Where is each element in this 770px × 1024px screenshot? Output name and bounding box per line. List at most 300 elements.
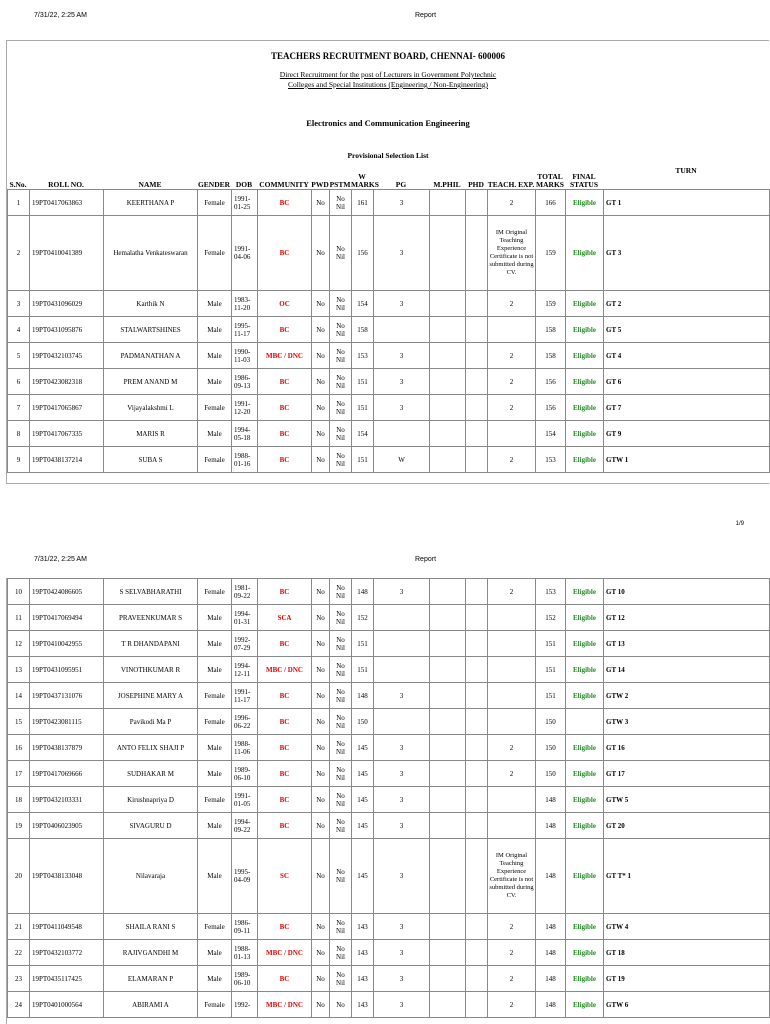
cell-dob: 1994-09-22: [232, 813, 258, 839]
cell-name: S SELVABHARATHI: [104, 579, 198, 605]
cell-s-no: 16: [8, 735, 30, 761]
cell-dob: 1994-01-31: [232, 605, 258, 631]
cell-pstm: No: [330, 992, 352, 1018]
print-header: [0, 12, 768, 26]
cell-phd: [466, 966, 488, 992]
cell-community: BC: [258, 761, 312, 787]
cell-total-marks: 150: [536, 735, 566, 761]
cell-turn: GTW 6: [604, 992, 770, 1018]
cell-pstm: No Nil: [330, 369, 352, 395]
cell-gender: Male: [198, 631, 232, 657]
table-row: [8, 395, 770, 421]
cell-community: BC: [258, 631, 312, 657]
cell-w-marks: 145: [352, 761, 374, 787]
cell-turn: GT 13: [604, 631, 770, 657]
cell-w-marks: 145: [352, 735, 374, 761]
cell-roll-no: 19PT0417067335: [30, 421, 104, 447]
print-datetime: 7/31/22, 2:25 AM: [34, 556, 87, 563]
cell-teach-exp: [488, 683, 536, 709]
cell-teach-exp: 2: [488, 395, 536, 421]
cell-turn: GT 12: [604, 605, 770, 631]
cell-w-marks: 151: [352, 447, 374, 473]
cell-total-marks: 151: [536, 657, 566, 683]
cell-w-marks: 143: [352, 940, 374, 966]
cell-pg: 3: [374, 787, 430, 813]
column-header-w-marks: W MARKS: [351, 172, 379, 189]
cell-phd: [466, 421, 488, 447]
cell-pg: 3: [374, 395, 430, 421]
cell-w-marks: 158: [352, 317, 374, 343]
cell-turn: GT 6: [604, 369, 770, 395]
cell-turn: GT 5: [604, 317, 770, 343]
column-header-pstm: PSTM: [329, 180, 351, 189]
board-title: TEACHERS RECRUITMENT BOARD, CHENNAI- 600006: [270, 51, 506, 61]
cell-pg: 3: [374, 940, 430, 966]
cell-w-marks: 143: [352, 914, 374, 940]
cell-total-marks: 153: [536, 579, 566, 605]
cell-mphil: [430, 683, 466, 709]
cell-turn: GT 14: [604, 657, 770, 683]
cell-pwd: No: [312, 421, 330, 447]
cell-community: BC: [258, 447, 312, 473]
column-header-row: [7, 167, 769, 189]
cell-s-no: 2: [8, 216, 30, 291]
cell-turn: GTW 1: [604, 447, 770, 473]
cell-dob: 1989-06-10: [232, 966, 258, 992]
cell-pg: 3: [374, 966, 430, 992]
cell-name: VINOTHKUMAR R: [104, 657, 198, 683]
table-row: [8, 914, 770, 940]
cell-teach-exp: 2: [488, 966, 536, 992]
cell-final-status: Eligible: [566, 190, 604, 216]
cell-teach-exp: 2: [488, 735, 536, 761]
cell-roll-no: 19PT0423081115: [30, 709, 104, 735]
cell-roll-no: 19PT0423082318: [30, 369, 104, 395]
cell-final-status: Eligible: [566, 447, 604, 473]
cell-teach-exp: [488, 657, 536, 683]
cell-dob: 1986-09-13: [232, 369, 258, 395]
cell-pwd: No: [312, 813, 330, 839]
cell-dob: 1983-11-20: [232, 291, 258, 317]
cell-pwd: No: [312, 787, 330, 813]
cell-s-no: 4: [8, 317, 30, 343]
cell-name: STALWARTSHINES: [104, 317, 198, 343]
cell-final-status: Eligible: [566, 395, 604, 421]
cell-w-marks: 151: [352, 369, 374, 395]
cell-name: ANTO FELIX SHAJI P: [104, 735, 198, 761]
cell-roll-no: 19PT0424086605: [30, 579, 104, 605]
cell-mphil: [430, 787, 466, 813]
cell-gender: Male: [198, 317, 232, 343]
cell-community: BC: [258, 190, 312, 216]
cell-roll-no: 19PT0437131076: [30, 683, 104, 709]
cell-total-marks: 156: [536, 369, 566, 395]
cell-dob: 1988-11-06: [232, 735, 258, 761]
print-title: Report: [415, 12, 437, 19]
cell-roll-no: 19PT0438133048: [30, 839, 104, 914]
cell-name: ELAMARAN P: [104, 966, 198, 992]
table-row: [8, 190, 770, 216]
cell-w-marks: 148: [352, 579, 374, 605]
cell-pstm: No Nil: [330, 761, 352, 787]
cell-pstm: No Nil: [330, 291, 352, 317]
cell-teach-exp: IM Original Teaching Experience Certificate is not submitted during CV.: [488, 216, 536, 291]
cell-roll-no: 19PT0435117425: [30, 966, 104, 992]
cell-w-marks: 153: [352, 343, 374, 369]
cell-phd: [466, 787, 488, 813]
cell-gender: Male: [198, 813, 232, 839]
cell-s-no: 9: [8, 447, 30, 473]
cell-s-no: 22: [8, 940, 30, 966]
table-row: [8, 813, 770, 839]
column-header-community: COMMUNITY: [259, 180, 309, 189]
cell-pstm: No Nil: [330, 709, 352, 735]
cell-pg: [374, 709, 430, 735]
cell-roll-no: 19PT0417069666: [30, 761, 104, 787]
cell-pg: 3: [374, 914, 430, 940]
cell-pwd: No: [312, 317, 330, 343]
cell-mphil: [430, 657, 466, 683]
cell-final-status: Eligible: [566, 914, 604, 940]
cell-turn: GT T* 1: [604, 839, 770, 914]
cell-roll-no: 19PT0417069494: [30, 605, 104, 631]
cell-roll-no: 19PT0417065867: [30, 395, 104, 421]
table-row: [8, 787, 770, 813]
cell-w-marks: 151: [352, 631, 374, 657]
cell-name: ABIRAMI A: [104, 992, 198, 1018]
cell-pstm: No Nil: [330, 190, 352, 216]
cell-pstm: No Nil: [330, 605, 352, 631]
cell-pstm: No Nil: [330, 839, 352, 914]
cell-dob: 1994-12-11: [232, 657, 258, 683]
cell-pg: [374, 317, 430, 343]
cell-gender: Male: [198, 291, 232, 317]
cell-name: SUBA S: [104, 447, 198, 473]
cell-teach-exp: 2: [488, 579, 536, 605]
cell-pstm: No Nil: [330, 343, 352, 369]
cell-mphil: [430, 343, 466, 369]
cell-mphil: [430, 447, 466, 473]
cell-final-status: Eligible: [566, 369, 604, 395]
cell-pwd: No: [312, 216, 330, 291]
cell-gender: Female: [198, 447, 232, 473]
cell-s-no: 12: [8, 631, 30, 657]
cell-mphil: [430, 421, 466, 447]
cell-final-status: Eligible: [566, 992, 604, 1018]
cell-roll-no: 19PT0431095876: [30, 317, 104, 343]
table-row: [8, 317, 770, 343]
cell-pwd: No: [312, 966, 330, 992]
cell-gender: Female: [198, 190, 232, 216]
cell-teach-exp: IM Original Teaching Experience Certificate is not submitted during CV.: [488, 839, 536, 914]
cell-s-no: 21: [8, 914, 30, 940]
recruitment-line-1: Direct Recruitment for the post of Lecturers in Government Polytechnic: [279, 70, 497, 79]
cell-turn: GTW 2: [604, 683, 770, 709]
cell-roll-no: 19PT0410041389: [30, 216, 104, 291]
cell-pg: [374, 631, 430, 657]
cell-final-status: Eligible: [566, 605, 604, 631]
cell-gender: Male: [198, 369, 232, 395]
cell-mphil: [430, 395, 466, 421]
cell-name: Vijayalakshmi L: [104, 395, 198, 421]
cell-s-no: 7: [8, 395, 30, 421]
cell-community: BC: [258, 317, 312, 343]
table-row: [8, 216, 770, 291]
cell-gender: Male: [198, 657, 232, 683]
cell-dob: 1996-06-22: [232, 709, 258, 735]
cell-total-marks: 158: [536, 317, 566, 343]
cell-pg: 3: [374, 579, 430, 605]
cell-dob: 1991-11-17: [232, 683, 258, 709]
column-header-final-status: FINAL STATUS: [569, 172, 599, 189]
cell-s-no: 15: [8, 709, 30, 735]
cell-w-marks: 150: [352, 709, 374, 735]
report-sheet-page-2: [6, 578, 769, 1024]
cell-mphil: [430, 992, 466, 1018]
cell-name: PADMANATHAN A: [104, 343, 198, 369]
cell-pwd: No: [312, 605, 330, 631]
cell-pwd: No: [312, 190, 330, 216]
cell-dob: 1988-01-13: [232, 940, 258, 966]
cell-s-no: 6: [8, 369, 30, 395]
cell-teach-exp: [488, 421, 536, 447]
cell-s-no: 1: [8, 190, 30, 216]
cell-roll-no: 19PT0417063863: [30, 190, 104, 216]
column-header-total-marks: TOTAL MARKS: [536, 172, 564, 189]
selection-table-page-1: [7, 189, 770, 473]
cell-pstm: No Nil: [330, 216, 352, 291]
cell-final-status: Eligible: [566, 787, 604, 813]
cell-gender: Female: [198, 395, 232, 421]
cell-name: KEERTHANA P: [104, 190, 198, 216]
cell-pstm: No Nil: [330, 966, 352, 992]
cell-mphil: [430, 317, 466, 343]
cell-final-status: Eligible: [566, 735, 604, 761]
cell-dob: 1991-01-25: [232, 190, 258, 216]
cell-turn: GTW 3: [604, 709, 770, 735]
cell-community: MBC / DNC: [258, 657, 312, 683]
cell-s-no: 17: [8, 761, 30, 787]
cell-gender: Male: [198, 761, 232, 787]
cell-phd: [466, 447, 488, 473]
cell-pg: 3: [374, 839, 430, 914]
cell-pwd: No: [312, 992, 330, 1018]
cell-mphil: [430, 761, 466, 787]
cell-pstm: No Nil: [330, 317, 352, 343]
cell-teach-exp: 2: [488, 447, 536, 473]
cell-phd: [466, 190, 488, 216]
column-header-pwd: PWD: [311, 180, 329, 189]
cell-name: JOSEPHINE MARY A: [104, 683, 198, 709]
cell-s-no: 11: [8, 605, 30, 631]
cell-dob: 1991-12-20: [232, 395, 258, 421]
cell-gender: Male: [198, 605, 232, 631]
cell-dob: 1994-05-18: [232, 421, 258, 447]
table-row: [8, 343, 770, 369]
cell-total-marks: 151: [536, 683, 566, 709]
cell-phd: [466, 992, 488, 1018]
cell-community: MBC / DNC: [258, 992, 312, 1018]
cell-pwd: No: [312, 683, 330, 709]
cell-teach-exp: [488, 813, 536, 839]
cell-w-marks: 151: [352, 657, 374, 683]
cell-phd: [466, 317, 488, 343]
cell-name: Nilavaraja: [104, 839, 198, 914]
cell-teach-exp: 2: [488, 940, 536, 966]
cell-pwd: No: [312, 447, 330, 473]
cell-roll-no: 19PT0432103745: [30, 343, 104, 369]
cell-w-marks: 143: [352, 966, 374, 992]
table-row: [8, 631, 770, 657]
cell-pwd: No: [312, 735, 330, 761]
cell-teach-exp: [488, 317, 536, 343]
cell-gender: Male: [198, 343, 232, 369]
cell-turn: GT 16: [604, 735, 770, 761]
column-header-dob: DOB: [235, 180, 253, 189]
cell-dob: 1989-06-10: [232, 761, 258, 787]
cell-total-marks: 151: [536, 631, 566, 657]
cell-pg: 3: [374, 761, 430, 787]
table-row: [8, 839, 770, 914]
cell-teach-exp: 2: [488, 761, 536, 787]
cell-pwd: No: [312, 761, 330, 787]
cell-total-marks: 148: [536, 966, 566, 992]
cell-name: Kirushnapriya D: [104, 787, 198, 813]
cell-w-marks: 145: [352, 839, 374, 914]
recruitment-line-2: Colleges and Special Institutions (Engineering / Non-Engineering): [288, 80, 488, 89]
cell-dob: 1991-01-05: [232, 787, 258, 813]
cell-turn: GT 20: [604, 813, 770, 839]
cell-dob: 1995-11-17: [232, 317, 258, 343]
cell-name: PREM ANAND M: [104, 369, 198, 395]
cell-pg: [374, 421, 430, 447]
cell-phd: [466, 216, 488, 291]
cell-final-status: Eligible: [566, 813, 604, 839]
cell-phd: [466, 343, 488, 369]
cell-turn: GT 10: [604, 579, 770, 605]
cell-mphil: [430, 369, 466, 395]
cell-mphil: [430, 735, 466, 761]
cell-s-no: 24: [8, 992, 30, 1018]
cell-total-marks: 166: [536, 190, 566, 216]
cell-phd: [466, 914, 488, 940]
cell-phd: [466, 369, 488, 395]
cell-final-status: Eligible: [566, 216, 604, 291]
cell-dob: 1992-: [232, 992, 258, 1018]
column-header-mphil: M.PHIL: [433, 180, 461, 189]
cell-teach-exp: [488, 631, 536, 657]
cell-final-status: Eligible: [566, 343, 604, 369]
cell-phd: [466, 291, 488, 317]
cell-final-status: Eligible: [566, 657, 604, 683]
cell-final-status: Eligible: [566, 317, 604, 343]
cell-pstm: No Nil: [330, 631, 352, 657]
cell-pstm: No Nil: [330, 940, 352, 966]
cell-w-marks: 161: [352, 190, 374, 216]
cell-w-marks: 145: [352, 813, 374, 839]
cell-pg: 3: [374, 813, 430, 839]
cell-roll-no: 19PT0431096029: [30, 291, 104, 317]
cell-community: MBC / DNC: [258, 343, 312, 369]
cell-turn: GT 9: [604, 421, 770, 447]
cell-community: MBC / DNC: [258, 940, 312, 966]
cell-total-marks: 148: [536, 787, 566, 813]
cell-s-no: 14: [8, 683, 30, 709]
report-sheet: [6, 40, 769, 484]
cell-total-marks: 156: [536, 395, 566, 421]
cell-pg: 3: [374, 291, 430, 317]
cell-final-status: Eligible: [566, 291, 604, 317]
cell-mphil: [430, 631, 466, 657]
cell-community: BC: [258, 579, 312, 605]
cell-s-no: 8: [8, 421, 30, 447]
cell-pstm: No Nil: [330, 787, 352, 813]
cell-total-marks: 148: [536, 813, 566, 839]
cell-name: RAJIVGANDHI M: [104, 940, 198, 966]
cell-pg: 3: [374, 190, 430, 216]
cell-final-status: Eligible: [566, 421, 604, 447]
cell-phd: [466, 813, 488, 839]
cell-community: BC: [258, 735, 312, 761]
subject-title: Electronics and Communication Engineering: [306, 118, 470, 128]
cell-pg: 3: [374, 683, 430, 709]
cell-phd: [466, 657, 488, 683]
cell-total-marks: 152: [536, 605, 566, 631]
cell-pwd: No: [312, 940, 330, 966]
cell-name: PRAVEENKUMAR S: [104, 605, 198, 631]
cell-pg: 3: [374, 992, 430, 1018]
cell-pg: [374, 657, 430, 683]
cell-roll-no: 19PT0432103331: [30, 787, 104, 813]
cell-teach-exp: [488, 709, 536, 735]
cell-teach-exp: [488, 605, 536, 631]
cell-w-marks: 154: [352, 291, 374, 317]
cell-total-marks: 148: [536, 914, 566, 940]
cell-w-marks: 151: [352, 395, 374, 421]
cell-total-marks: 154: [536, 421, 566, 447]
cell-mphil: [430, 940, 466, 966]
cell-final-status: Eligible: [566, 966, 604, 992]
column-header-s-no: S.No.: [9, 180, 27, 189]
cell-total-marks: 153: [536, 447, 566, 473]
column-header-phd: PHD: [468, 180, 484, 189]
cell-phd: [466, 631, 488, 657]
cell-teach-exp: 2: [488, 369, 536, 395]
cell-mphil: [430, 291, 466, 317]
cell-community: BC: [258, 683, 312, 709]
cell-total-marks: 150: [536, 709, 566, 735]
list-title: Provisional Selection List: [347, 151, 429, 160]
cell-community: BC: [258, 216, 312, 291]
cell-s-no: 18: [8, 787, 30, 813]
cell-mphil: [430, 966, 466, 992]
cell-pstm: No Nil: [330, 914, 352, 940]
cell-turn: GTW 5: [604, 787, 770, 813]
cell-gender: Female: [198, 709, 232, 735]
cell-pg: 3: [374, 735, 430, 761]
cell-name: T R DHANDAPANI: [104, 631, 198, 657]
cell-teach-exp: 2: [488, 343, 536, 369]
cell-total-marks: 150: [536, 761, 566, 787]
cell-dob: 1992-07-29: [232, 631, 258, 657]
cell-phd: [466, 735, 488, 761]
cell-final-status: Eligible: [566, 683, 604, 709]
cell-pwd: No: [312, 914, 330, 940]
cell-mphil: [430, 190, 466, 216]
cell-mphil: [430, 914, 466, 940]
cell-final-status: Eligible: [566, 940, 604, 966]
cell-total-marks: 148: [536, 992, 566, 1018]
